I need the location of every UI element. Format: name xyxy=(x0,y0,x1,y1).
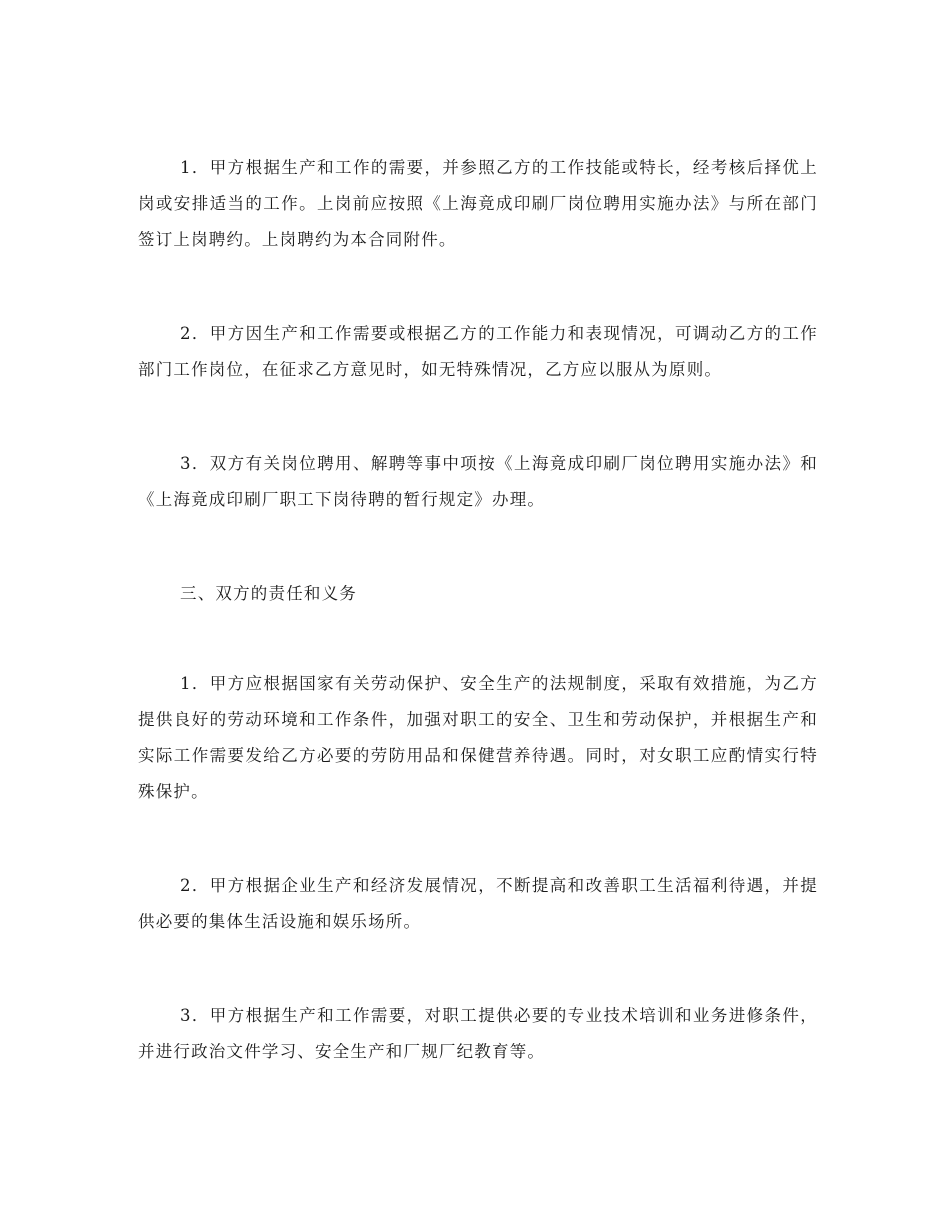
paragraph-welfare: 2．甲方根据企业生产和经济发展情况，不断提高和改善职工生活福利待遇，并提供必要的集体生活设施和娱乐场所。 xyxy=(138,876,818,931)
paragraph-hiring-rules: 3．双方有关岗位聘用、解聘等事中项按《上海竟成印刷厂岗位聘用实施办法》和《上海竟成印刷厂职工下岗待聘的暂行规定》办理。 xyxy=(138,454,818,509)
section-heading-responsibilities: 三、双方的责任和义务 xyxy=(180,584,357,603)
paragraph-labor-protection: 1．甲方应根据国家有关劳动保护、安全生产的法规制度，采取有效措施，为乙方提供良好的劳动环境和工作条件，加强对职工的安全、卫生和劳动保护，并根据生产和实际工作需要发给乙方必要的劳防用品和保健营养待遇。同时，对女职工应酌情实行特殊保护。 xyxy=(138,674,818,801)
paragraph-post-transfer: 2．甲方因生产和工作需要或根据乙方的工作能力和表现情况，可调动乙方的工作部门工作岗位，在征求乙方意见时，如无特殊情况，乙方应以服从为原则。 xyxy=(138,324,818,379)
paragraph-training: 3．甲方根据生产和工作需要，对职工提供必要的专业技术培训和业务进修条件，并进行政治文件学习、安全生产和厂规厂纪教育等。 xyxy=(138,1006,818,1061)
paragraph-post-assignment: 1．甲方根据生产和工作的需要，并参照乙方的工作技能或特长，经考核后择优上岗或安排适当的工作。上岗前应按照《上海竟成印刷厂岗位聘用实施办法》与所在部门签订上岗聘约。上岗聘约为本合同附件。 xyxy=(138,158,818,249)
document-page xyxy=(138,150,818,1128)
